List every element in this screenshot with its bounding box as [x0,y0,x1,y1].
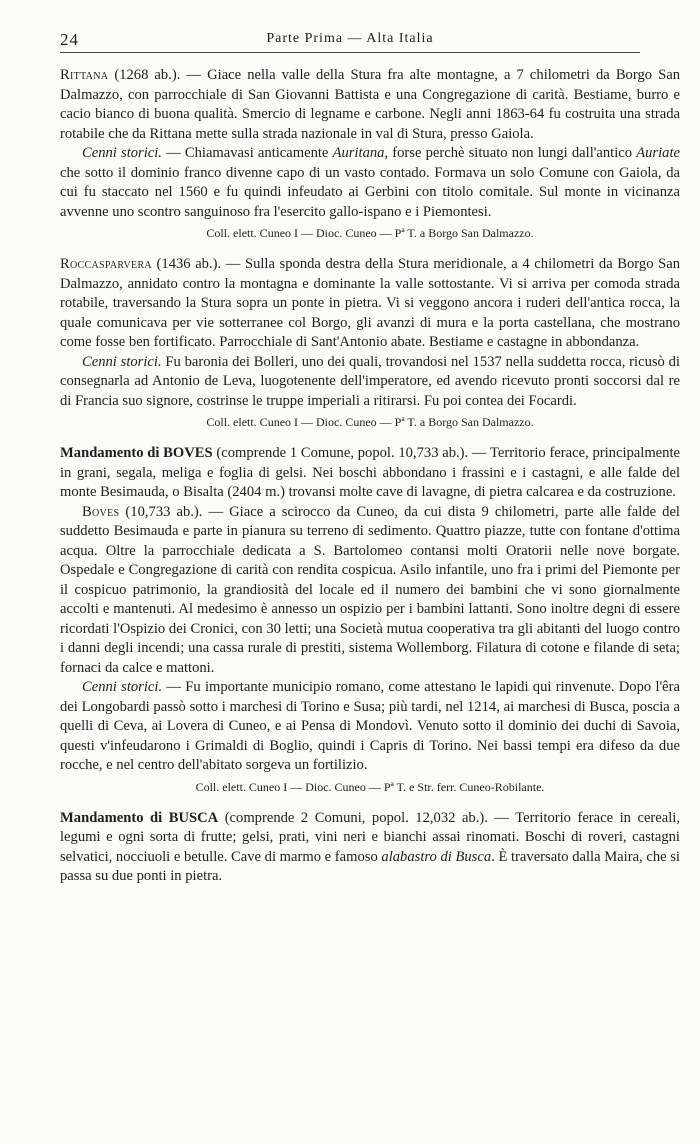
rittana-reference: Coll. elett. Cuneo I — Dioc. Cuneo — Pª T. a Borgo San Dalmazzo. [206,226,534,240]
running-title: Parte Prima — Alta Italia [266,31,434,46]
rittana-description: Rittana (1268 ab.). — Giace nella valle della Stura fra alte montagne, a 7 chilometri da Borgo San Dalmazzo, con parrocchiale di San Giovanni Battista e una Congregazione di carità. Bestiame, burro e cacio bianco di buona qualità. Smercio di legname e carbone. Negli anni 1863-64 fu costruita una strada rotabile che da Rittana mette sulla strada nazionale in val di Stura, presso Gaiola. [60,67,680,142]
rittana-history: Cenni storici. — Chiamavasi anticamente Auritana, forse perchè situato non lungi dall'antico Auriate che sotto il dominio franco divenne capo di un vasto contado. Formava un solo Comune con Gaiola, da cui fu staccato nel 1560 e fu quindi infeudato ai Gerbini con titolo comitale. Sul monte in vicinanza avvenne uno scontro sanguinoso fra l'esercito gallo-ispano e i Piemontesi. [60,145,680,220]
roccasparvera-reference: Coll. elett. Cuneo I — Dioc. Cuneo — Pª T. a Borgo San Dalmazzo. [206,415,534,429]
page-body [60,66,680,887]
busca-mandamento: Mandamento di BUSCA (comprende 2 Comuni, popol. 12,032 ab.). — Territorio ferace in cereali, legumi e ogni sorta di frutte; gelsi, prati, vini neri e bianchi assai rinomati. Boschi di roveri, castagni selvatici, nocciuoli e betulle. Cave di marmo e famoso alabastro di Busca. È traversato dalla Maira, che si passa su due ponti in pietra. [60,809,680,884]
roccasparvera-description: Roccasparvera (1436 ab.). — Sulla sponda destra della Stura meridionale, a 4 chilometri da Borgo San Dalmazzo, annidato contro la montagna e dominante la valle sottostante. Vi si arriva per comoda strada rotabile, traversando la Stura sopra un ponte in pietra. Vi si veggono ancora i ruderi dell'antica rocca, la quale comunicava per vie sotterranee col Borgo, gli avanzi di mura e la porta castellana, che mostrano come fosse ben fortificato. Parrocchiale di Sant'Antonio abate. Bestiame e castagne in abbondanza. [60,256,680,350]
boves-heading: Boves [82,503,120,520]
boves-reference: Coll. elett. Cuneo I — Dioc. Cuneo — Pª T. e Str. ferr. Cuneo-Robilante. [195,779,545,794]
roccasparvera-heading: Roccasparvera [60,256,152,272]
boves-mandamento: Mandamento di BOVES (comprende 1 Comune, popol. 10,733 ab.). — Territorio ferace, principalmente in grani, segala, meliga e foglia di gelsi. Nei boschi abbondano i frassini e i castagni, e alle falde del monte Besimauda, o Bisalta (2404 m.) trovansi molte cave di lavagne, di pietra calcarea e da costruzione. [60,445,680,500]
page-number: 24 [60,30,79,49]
boves-history: Cenni storici. — Fu importante municipio romano, come attestano le lapidi qui rinvenute. Dopo l'êra dei Longobardi passò sotto i marchesi di Torino e Susa; più tardi, nel 1214, ai marchesi di Busca, poscia a quelli di Ceva, ai Lovera di Cuneo, e ai Pensa di Mondovì. Venuto sotto il dominio dei duchi di Savoia, questi v'infeudarono i Grimaldi di Boglio, quindi i Capris di Torino. Nei bassi tempi era difeso da due rocche, e nel centro dell'abitato sorgeva un fortilizio. [60,679,680,773]
boves-mandamento-name: BOVES [163,445,213,461]
roccasparvera-history: Cenni storici. Fu baronia dei Bolleri, uno dei quali, trovandosi nel 1537 nella suddetta rocca, ricusò di consegnarla ad Antonio de Leva, luogotenente dell'imperatore, ed avendo ricevuto pronti soccorsi dal re di Francia suo signore, costrinse le truppe imperiali a ritirarsi. Fu poi contea dei Focardi. [60,353,680,409]
boves-description: Boves (10,733 ab.). — Giace a scirocco da Cuneo, da cui dista 9 chilometri, parte alle falde del suddetto Besimauda e parte in pianura su terreno di sedimento. Quattro piazze, tutte con fontane d'ottima acqua. Oltre la parrocchiale dedicata a S. Bartolomeo contansi molti Oratorii nelle nove borgate. Ospedale e Congregazione di carità con rendita cospicua. Asilo infantile, uno fra i primi del Piemonte per il cospicuo patrimonio, la grandiosità del locale ed il numero dei bambini che vi sono giornalmente accolti e mantenuti. Al medesimo è annesso un ospizio per i bambini lattanti. Sono inoltre degni di essere ricordati l'Ospizio dei Cronici, con 30 letti; una Società mutua cooperativa tra gli abitanti del luogo contro i danni degli incendi; una cassa rurale di prestiti, sistema Wollemborg. Filatura di cotone e filande di seta; fornaci da calce e mattoni. [60,503,680,676]
page-header [60,28,640,53]
rittana-heading: Rittana [60,67,109,83]
busca-mandamento-name: BUSCA [168,809,219,826]
